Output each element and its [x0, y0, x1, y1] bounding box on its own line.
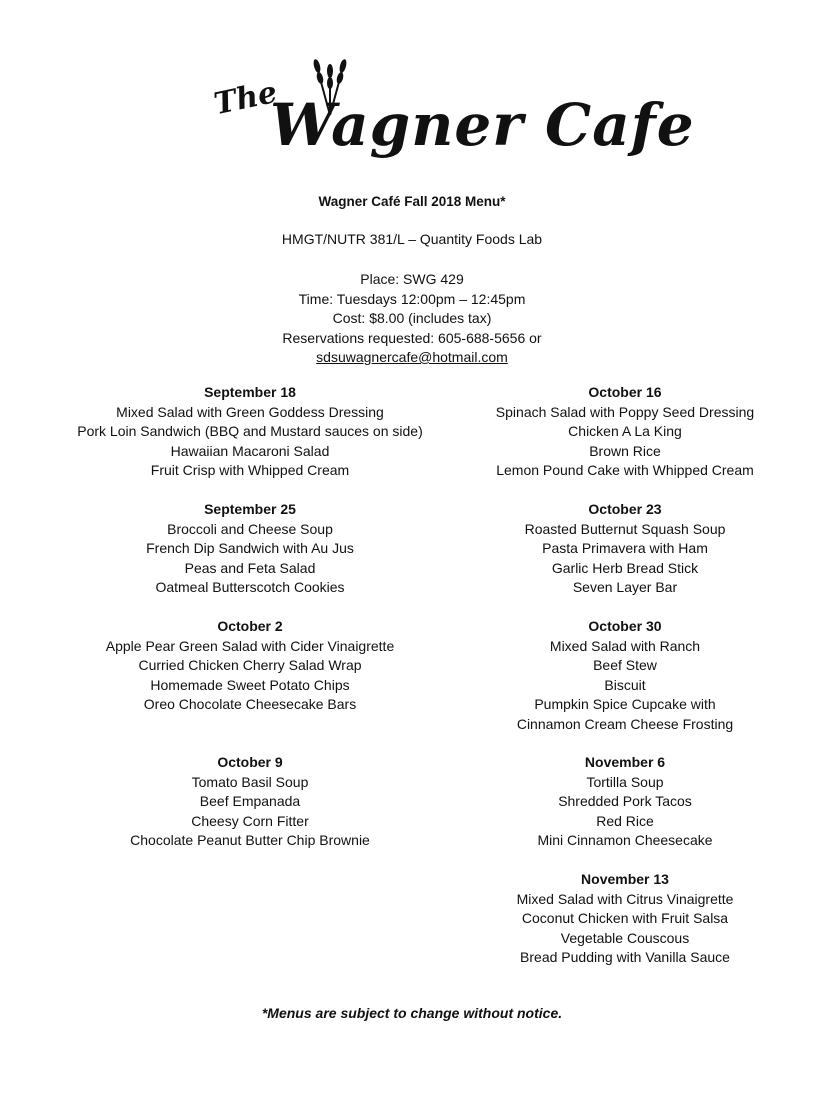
- menu-item: Curried Chicken Cherry Salad Wrap: [138, 657, 362, 673]
- menu-item: Vegetable Couscous: [560, 929, 690, 946]
- week-block: [40, 753, 460, 851]
- menu-title: Wagner Café Fall 2018 Menu*: [318, 194, 506, 209]
- week-date: November 13: [581, 871, 669, 887]
- menu-item: Roasted Butternut Squash Soup: [524, 520, 726, 537]
- week-block: [40, 617, 460, 715]
- cost-line: Cost: $8.00 (includes tax): [332, 310, 492, 326]
- week-date: October 23: [588, 501, 662, 517]
- week-block: [415, 500, 824, 598]
- week-date: September 18: [204, 384, 296, 400]
- menu-item: Spinach Salad with Poppy Seed Dressing: [495, 403, 755, 420]
- menu-item: Garlic Herb Bread Stick: [551, 559, 699, 576]
- logo-the-text: The: [211, 74, 281, 123]
- menu-item: Beef Empanada: [199, 793, 301, 809]
- menu-item: Mixed Salad with Green Goddess Dressing: [116, 403, 384, 420]
- menu-item: Oreo Chocolate Cheesecake Bars: [143, 696, 357, 712]
- menu-item: Seven Layer Bar: [572, 579, 678, 595]
- week-date: October 2: [217, 618, 283, 634]
- week-block: [40, 383, 460, 481]
- week-date: September 25: [204, 501, 296, 517]
- email-link[interactable]: sdsuwagnercafe@hotmail.com: [316, 349, 508, 365]
- menu-item: Chocolate Peanut Butter Chip Brownie: [130, 832, 370, 848]
- menu-item: Pumpkin Spice Cupcake with: [534, 696, 716, 712]
- menu-item: Homemade Sweet Potato Chips: [150, 676, 350, 693]
- menu-item: Red Rice: [596, 812, 654, 829]
- week-date: November 6: [584, 754, 666, 770]
- logo-name-text: Wagner Cafe: [270, 91, 695, 159]
- menu-item: Hawaiian Macaroni Salad: [170, 442, 330, 459]
- course-line: HMGT/NUTR 381/L – Quantity Foods Lab: [281, 231, 543, 247]
- menu-item: Lemon Pound Cake with Whipped Cream: [496, 462, 754, 478]
- week-block: [415, 383, 824, 481]
- place-line: Place: SWG 429: [360, 271, 464, 287]
- menu-item: Pasta Primavera with Ham: [542, 540, 708, 556]
- menu-item: Coconut Chicken with Fruit Salsa: [521, 910, 729, 926]
- week-block: [415, 870, 824, 968]
- week-date: October 9: [217, 754, 283, 770]
- time-line: Time: Tuesdays 12:00pm – 12:45pm: [298, 290, 526, 307]
- menu-item: Bread Pudding with Vanilla Sauce: [520, 949, 730, 965]
- menu-item: French Dip Sandwich with Au Jus: [146, 540, 354, 556]
- menu-item: Tomato Basil Soup: [191, 773, 309, 790]
- week-date: October 30: [588, 618, 662, 634]
- menu-item: Shredded Pork Tacos: [558, 793, 692, 809]
- menu-item: Broccoli and Cheese Soup: [167, 520, 333, 537]
- menu-item: Mixed Salad with Ranch: [549, 637, 701, 654]
- info-block: [0, 270, 824, 368]
- menu-item: Cheesy Corn Fitter: [191, 812, 309, 829]
- menu-item: Beef Stew: [593, 657, 657, 673]
- week-date: October 16: [588, 384, 662, 400]
- menu-item: Peas and Feta Salad: [184, 559, 316, 576]
- menu-item: Mini Cinnamon Cheesecake: [537, 832, 713, 848]
- menu-item: Biscuit: [604, 676, 646, 693]
- week-block: [40, 500, 460, 598]
- menu-item: Oatmeal Butterscotch Cookies: [155, 579, 345, 595]
- menu-item: Mixed Salad with Citrus Vinaigrette: [516, 890, 734, 907]
- menu-item: Fruit Crisp with Whipped Cream: [150, 462, 350, 478]
- menu-item: Tortilla Soup: [586, 773, 664, 790]
- reservations-line: Reservations requested: 605-688-5656 or: [282, 329, 542, 346]
- week-block: [415, 617, 824, 734]
- wagner-cafe-logo: [200, 55, 695, 190]
- week-block: [415, 753, 824, 851]
- menu-item: Chicken A La King: [568, 423, 682, 439]
- footnote: *Menus are subject to change without notice.: [261, 1005, 563, 1021]
- menu-item: Brown Rice: [589, 442, 661, 459]
- menu-item: Pork Loin Sandwich (BBQ and Mustard sauces on side): [77, 423, 423, 439]
- menu-item: Apple Pear Green Salad with Cider Vinaigrette: [105, 637, 395, 654]
- menu-item: Cinnamon Cream Cheese Frosting: [516, 715, 734, 732]
